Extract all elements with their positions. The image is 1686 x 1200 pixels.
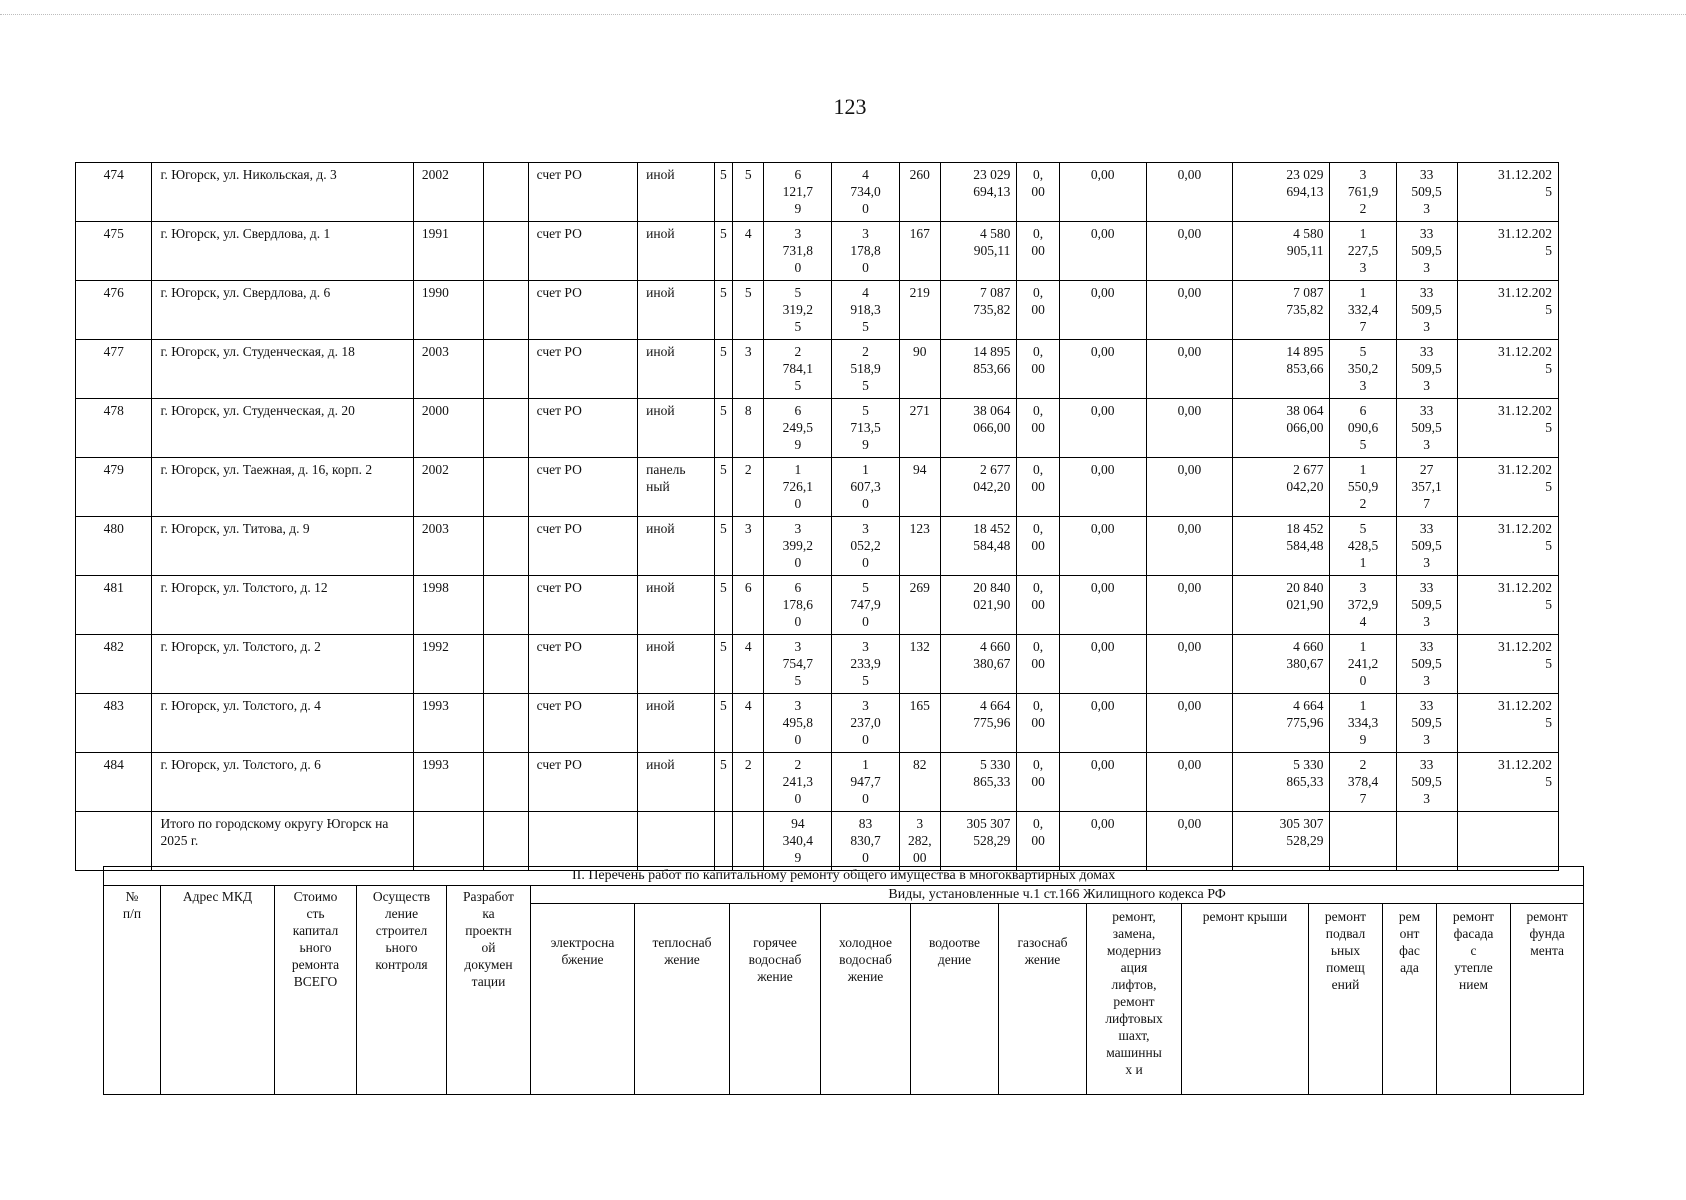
cell-date: 31.12.202 5 <box>1457 517 1558 576</box>
cell-max-cost: 27 357,1 7 <box>1396 458 1457 517</box>
cell-material: иной <box>638 635 714 694</box>
cell-entrances: 3 <box>733 517 764 576</box>
cell-cost-total: 5 330 865,33 <box>940 753 1016 812</box>
cell-residents: 271 <box>899 399 940 458</box>
cell-area-total: 3 754,7 5 <box>764 635 832 694</box>
total-empty-cell <box>528 812 638 871</box>
cell-blank <box>484 222 528 281</box>
cell-area-total: 3 495,8 0 <box>764 694 832 753</box>
cell-account: счет РО <box>528 281 638 340</box>
cell-floors: 5 <box>714 635 733 694</box>
header-num: № п/п <box>104 886 161 1095</box>
sub-roof: ремонт крыши <box>1182 904 1309 1095</box>
cell-num: 482 <box>76 635 152 694</box>
cell-max-cost: 33 509,5 3 <box>1396 222 1457 281</box>
cell-area-total: 3 399,2 0 <box>764 517 832 576</box>
total-c2: 0,00 <box>1059 812 1146 871</box>
total-row <box>76 812 1559 871</box>
cell-residents: 82 <box>899 753 940 812</box>
cell-year: 1991 <box>413 222 483 281</box>
header-address: Адрес МКД <box>161 886 275 1095</box>
cell-date: 31.12.202 5 <box>1457 340 1558 399</box>
cell-unit-cost: 5 350,2 3 <box>1330 340 1396 399</box>
houses-table <box>75 162 1559 871</box>
cell-num: 478 <box>76 399 152 458</box>
cell-c3: 0,00 <box>1146 635 1233 694</box>
cell-c1: 0, 00 <box>1017 340 1059 399</box>
cell-entrances: 5 <box>733 281 764 340</box>
cell-c4: 4 580 905,11 <box>1233 222 1330 281</box>
cell-c2: 0,00 <box>1059 694 1146 753</box>
cell-blank <box>484 753 528 812</box>
cell-year: 1990 <box>413 281 483 340</box>
cell-address: г. Югорск, ул. Студенческая, д. 20 <box>152 399 413 458</box>
cell-c2: 0,00 <box>1059 399 1146 458</box>
cell-residents: 90 <box>899 340 940 399</box>
cell-unit-cost: 1 550,9 2 <box>1330 458 1396 517</box>
cell-address: г. Югорск, ул. Толстого, д. 6 <box>152 753 413 812</box>
cell-entrances: 4 <box>733 222 764 281</box>
cell-c1: 0, 00 <box>1017 753 1059 812</box>
cell-unit-cost: 1 332,4 7 <box>1330 281 1396 340</box>
cell-c1: 0, 00 <box>1017 635 1059 694</box>
cell-area-living: 4 918,3 5 <box>832 281 899 340</box>
cell-c3: 0,00 <box>1146 222 1233 281</box>
table-row <box>76 458 1559 517</box>
cell-max-cost: 33 509,5 3 <box>1396 163 1457 222</box>
cell-account: счет РО <box>528 458 638 517</box>
cell-material: панель ный <box>638 458 714 517</box>
cell-blank <box>484 340 528 399</box>
cell-residents: 260 <box>899 163 940 222</box>
cell-area-living: 5 747,9 0 <box>832 576 899 635</box>
cell-c4: 2 677 042,20 <box>1233 458 1330 517</box>
cell-residents: 167 <box>899 222 940 281</box>
cell-area-living: 3 178,8 0 <box>832 222 899 281</box>
cell-material: иной <box>638 399 714 458</box>
cell-year: 2002 <box>413 458 483 517</box>
sub-heating: теплоснаб жение <box>635 904 730 1095</box>
cell-unit-cost: 3 372,9 4 <box>1330 576 1396 635</box>
cell-c1: 0, 00 <box>1017 281 1059 340</box>
cell-num: 481 <box>76 576 152 635</box>
cell-entrances: 2 <box>733 753 764 812</box>
cell-account: счет РО <box>528 163 638 222</box>
cell-c4: 38 064 066,00 <box>1233 399 1330 458</box>
cell-material: иной <box>638 753 714 812</box>
total-empty-cell <box>1330 812 1396 871</box>
total-c3: 0,00 <box>1146 812 1233 871</box>
cell-blank <box>484 458 528 517</box>
cell-c3: 0,00 <box>1146 576 1233 635</box>
cell-date: 31.12.202 5 <box>1457 163 1558 222</box>
cell-address: г. Югорск, ул. Никольская, д. 3 <box>152 163 413 222</box>
cell-entrances: 4 <box>733 694 764 753</box>
cell-num: 476 <box>76 281 152 340</box>
cell-address: г. Югорск, ул. Толстого, д. 12 <box>152 576 413 635</box>
cell-c2: 0,00 <box>1059 753 1146 812</box>
cell-address: г. Югорск, ул. Свердлова, д. 1 <box>152 222 413 281</box>
cell-c1: 0, 00 <box>1017 517 1059 576</box>
cell-max-cost: 33 509,5 3 <box>1396 281 1457 340</box>
total-cost: 305 307 528,29 <box>940 812 1016 871</box>
cell-blank <box>484 635 528 694</box>
cell-blank <box>484 281 528 340</box>
sub-facade: рем онт фас ада <box>1383 904 1437 1095</box>
total-area-living: 83 830,7 0 <box>832 812 899 871</box>
cell-material: иной <box>638 222 714 281</box>
cell-year: 2003 <box>413 517 483 576</box>
cell-residents: 165 <box>899 694 940 753</box>
houses-table-body <box>76 163 1559 812</box>
cell-cost-total: 4 580 905,11 <box>940 222 1016 281</box>
cell-residents: 94 <box>899 458 940 517</box>
cell-account: счет РО <box>528 635 638 694</box>
cell-year: 1998 <box>413 576 483 635</box>
total-empty-cell <box>1457 812 1558 871</box>
cell-c2: 0,00 <box>1059 222 1146 281</box>
total-empty-cell <box>714 812 733 871</box>
cell-year: 2002 <box>413 163 483 222</box>
cell-floors: 5 <box>714 458 733 517</box>
cell-c3: 0,00 <box>1146 340 1233 399</box>
sub-elevators: ремонт, замена, модерниз ация лифтов, ремонт лифтовых шахт, машинны х и <box>1087 904 1182 1095</box>
cell-c4: 4 664 775,96 <box>1233 694 1330 753</box>
cell-c3: 0,00 <box>1146 753 1233 812</box>
cell-c4: 20 840 021,90 <box>1233 576 1330 635</box>
sub-cold-water: холодное водоснаб жение <box>821 904 911 1095</box>
cell-c3: 0,00 <box>1146 163 1233 222</box>
cell-area-total: 2 241,3 0 <box>764 753 832 812</box>
cell-entrances: 3 <box>733 340 764 399</box>
total-empty-cell <box>1396 812 1457 871</box>
cell-unit-cost: 6 090,6 5 <box>1330 399 1396 458</box>
cell-unit-cost: 1 334,3 9 <box>1330 694 1396 753</box>
cell-area-living: 3 237,0 0 <box>832 694 899 753</box>
cell-c4: 18 452 584,48 <box>1233 517 1330 576</box>
cell-area-total: 6 121,7 9 <box>764 163 832 222</box>
cell-year: 1993 <box>413 753 483 812</box>
scan-edge-line <box>0 14 1686 15</box>
total-empty-cell <box>413 812 483 871</box>
cell-cost-total: 14 895 853,66 <box>940 340 1016 399</box>
total-empty-cell <box>484 812 528 871</box>
cell-material: иной <box>638 163 714 222</box>
cell-c3: 0,00 <box>1146 281 1233 340</box>
cell-area-living: 3 233,9 5 <box>832 635 899 694</box>
cell-account: счет РО <box>528 517 638 576</box>
works-table <box>103 866 1584 1095</box>
cell-material: иной <box>638 340 714 399</box>
cell-c1: 0, 00 <box>1017 694 1059 753</box>
cell-residents: 219 <box>899 281 940 340</box>
cell-entrances: 5 <box>733 163 764 222</box>
cell-residents: 269 <box>899 576 940 635</box>
total-num-cell <box>76 812 152 871</box>
cell-blank <box>484 517 528 576</box>
cell-date: 31.12.202 5 <box>1457 222 1558 281</box>
cell-area-living: 1 607,3 0 <box>832 458 899 517</box>
cell-c1: 0, 00 <box>1017 163 1059 222</box>
cell-max-cost: 33 509,5 3 <box>1396 694 1457 753</box>
cell-area-total: 3 731,8 0 <box>764 222 832 281</box>
cell-area-living: 5 713,5 9 <box>832 399 899 458</box>
total-label: Итого по городскому округу Югорск на 2025 г. <box>152 812 413 871</box>
cell-account: счет РО <box>528 399 638 458</box>
cell-account: счет РО <box>528 340 638 399</box>
cell-area-total: 5 319,2 5 <box>764 281 832 340</box>
cell-area-living: 1 947,7 0 <box>832 753 899 812</box>
cell-unit-cost: 2 378,4 7 <box>1330 753 1396 812</box>
cell-entrances: 2 <box>733 458 764 517</box>
header-cost-total: Стоимо сть капитал ьного ремонта ВСЕГО <box>275 886 357 1095</box>
cell-area-total: 2 784,1 5 <box>764 340 832 399</box>
cell-max-cost: 33 509,5 3 <box>1396 576 1457 635</box>
cell-material: иной <box>638 517 714 576</box>
cell-address: г. Югорск, ул. Таежная, д. 16, корп. 2 <box>152 458 413 517</box>
sub-drainage: водоотве дение <box>911 904 999 1095</box>
cell-floors: 5 <box>714 576 733 635</box>
cell-residents: 132 <box>899 635 940 694</box>
cell-cost-total: 23 029 694,13 <box>940 163 1016 222</box>
cell-floors: 5 <box>714 222 733 281</box>
cell-floors: 5 <box>714 517 733 576</box>
sub-gas: газоснаб жение <box>999 904 1087 1095</box>
cell-material: иной <box>638 281 714 340</box>
cell-residents: 123 <box>899 517 940 576</box>
cell-date: 31.12.202 5 <box>1457 399 1558 458</box>
cell-blank <box>484 694 528 753</box>
cell-date: 31.12.202 5 <box>1457 694 1558 753</box>
sub-electric: электросна бжение <box>531 904 635 1095</box>
cell-address: г. Югорск, ул. Студенческая, д. 18 <box>152 340 413 399</box>
header-design: Разработ ка проектн ой докумен тации <box>447 886 531 1095</box>
header-supervision: Осуществ ление строител ьного контроля <box>357 886 447 1095</box>
cell-c3: 0,00 <box>1146 694 1233 753</box>
cell-address: г. Югорск, ул. Титова, д. 9 <box>152 517 413 576</box>
cell-area-total: 1 726,1 0 <box>764 458 832 517</box>
cell-floors: 5 <box>714 694 733 753</box>
sub-hot-water: горячее водоснаб жение <box>730 904 821 1095</box>
cell-date: 31.12.202 5 <box>1457 576 1558 635</box>
cell-date: 31.12.202 5 <box>1457 281 1558 340</box>
cell-c2: 0,00 <box>1059 340 1146 399</box>
cell-cost-total: 7 087 735,82 <box>940 281 1016 340</box>
cell-c2: 0,00 <box>1059 281 1146 340</box>
cell-account: счет РО <box>528 753 638 812</box>
table-row <box>76 163 1559 222</box>
cell-num: 475 <box>76 222 152 281</box>
cell-c2: 0,00 <box>1059 635 1146 694</box>
cell-c4: 4 660 380,67 <box>1233 635 1330 694</box>
cell-entrances: 6 <box>733 576 764 635</box>
cell-floors: 5 <box>714 399 733 458</box>
cell-c4: 23 029 694,13 <box>1233 163 1330 222</box>
table-row <box>76 399 1559 458</box>
cell-c3: 0,00 <box>1146 517 1233 576</box>
sub-foundation: ремонт фунда мента <box>1511 904 1584 1095</box>
total-empty-cell <box>638 812 714 871</box>
cell-area-living: 4 734,0 0 <box>832 163 899 222</box>
cell-cost-total: 18 452 584,48 <box>940 517 1016 576</box>
cell-c2: 0,00 <box>1059 458 1146 517</box>
total-c4: 305 307 528,29 <box>1233 812 1330 871</box>
cell-num: 477 <box>76 340 152 399</box>
cell-blank <box>484 576 528 635</box>
cell-cost-total: 38 064 066,00 <box>940 399 1016 458</box>
cell-cost-total: 20 840 021,90 <box>940 576 1016 635</box>
cell-blank <box>484 399 528 458</box>
cell-c3: 0,00 <box>1146 458 1233 517</box>
table-row <box>76 576 1559 635</box>
cell-date: 31.12.202 5 <box>1457 753 1558 812</box>
cell-year: 1992 <box>413 635 483 694</box>
cell-entrances: 4 <box>733 635 764 694</box>
cell-unit-cost: 3 761,9 2 <box>1330 163 1396 222</box>
cell-area-living: 3 052,2 0 <box>832 517 899 576</box>
cell-year: 2000 <box>413 399 483 458</box>
cell-c4: 5 330 865,33 <box>1233 753 1330 812</box>
cell-area-living: 2 518,9 5 <box>832 340 899 399</box>
cell-floors: 5 <box>714 753 733 812</box>
table-row <box>76 694 1559 753</box>
cell-c2: 0,00 <box>1059 576 1146 635</box>
cell-address: г. Югорск, ул. Свердлова, д. 6 <box>152 281 413 340</box>
cell-floors: 5 <box>714 340 733 399</box>
table-row <box>76 281 1559 340</box>
cell-date: 31.12.202 5 <box>1457 635 1558 694</box>
cell-c1: 0, 00 <box>1017 222 1059 281</box>
cell-unit-cost: 5 428,5 1 <box>1330 517 1396 576</box>
total-empty-cell <box>733 812 764 871</box>
cell-year: 1993 <box>413 694 483 753</box>
cell-account: счет РО <box>528 694 638 753</box>
cell-max-cost: 33 509,5 3 <box>1396 753 1457 812</box>
table-row <box>76 635 1559 694</box>
cell-c3: 0,00 <box>1146 399 1233 458</box>
cell-num: 474 <box>76 163 152 222</box>
cell-entrances: 8 <box>733 399 764 458</box>
cell-num: 484 <box>76 753 152 812</box>
table-row <box>76 340 1559 399</box>
cell-account: счет РО <box>528 576 638 635</box>
cell-max-cost: 33 509,5 3 <box>1396 340 1457 399</box>
cell-num: 480 <box>76 517 152 576</box>
sub-basement: ремонт подвал ьных помещ ений <box>1309 904 1383 1095</box>
cell-address: г. Югорск, ул. Толстого, д. 2 <box>152 635 413 694</box>
works-types-title: Виды, установленные ч.1 ст.166 Жилищного кодекса РФ <box>531 886 1584 904</box>
works-section-title: II. Перечень работ по капитальному ремонту общего имущества в многоквартирных домах <box>104 867 1584 886</box>
cell-c2: 0,00 <box>1059 517 1146 576</box>
cell-c1: 0, 00 <box>1017 399 1059 458</box>
cell-num: 479 <box>76 458 152 517</box>
cell-year: 2003 <box>413 340 483 399</box>
cell-address: г. Югорск, ул. Толстого, д. 4 <box>152 694 413 753</box>
cell-floors: 5 <box>714 281 733 340</box>
cell-cost-total: 2 677 042,20 <box>940 458 1016 517</box>
table-row <box>76 753 1559 812</box>
cell-area-total: 6 178,6 0 <box>764 576 832 635</box>
cell-unit-cost: 1 241,2 0 <box>1330 635 1396 694</box>
cell-blank <box>484 163 528 222</box>
cell-material: иной <box>638 576 714 635</box>
cell-cost-total: 4 664 775,96 <box>940 694 1016 753</box>
cell-max-cost: 33 509,5 3 <box>1396 517 1457 576</box>
cell-c4: 14 895 853,66 <box>1233 340 1330 399</box>
sub-facade-insulation: ремонт фасада с утепле нием <box>1437 904 1511 1095</box>
total-area-total: 94 340,4 9 <box>764 812 832 871</box>
cell-date: 31.12.202 5 <box>1457 458 1558 517</box>
cell-unit-cost: 1 227,5 3 <box>1330 222 1396 281</box>
cell-max-cost: 33 509,5 3 <box>1396 399 1457 458</box>
table-row <box>76 222 1559 281</box>
total-residents: 3 282, 00 <box>899 812 940 871</box>
cell-floors: 5 <box>714 163 733 222</box>
total-c1: 0, 00 <box>1017 812 1059 871</box>
cell-max-cost: 33 509,5 3 <box>1396 635 1457 694</box>
cell-c2: 0,00 <box>1059 163 1146 222</box>
cell-c1: 0, 00 <box>1017 576 1059 635</box>
cell-c4: 7 087 735,82 <box>1233 281 1330 340</box>
cell-account: счет РО <box>528 222 638 281</box>
page-number: 123 <box>833 94 867 119</box>
cell-c1: 0, 00 <box>1017 458 1059 517</box>
cell-material: иной <box>638 694 714 753</box>
cell-cost-total: 4 660 380,67 <box>940 635 1016 694</box>
table-row <box>76 517 1559 576</box>
cell-area-total: 6 249,5 9 <box>764 399 832 458</box>
cell-num: 483 <box>76 694 152 753</box>
